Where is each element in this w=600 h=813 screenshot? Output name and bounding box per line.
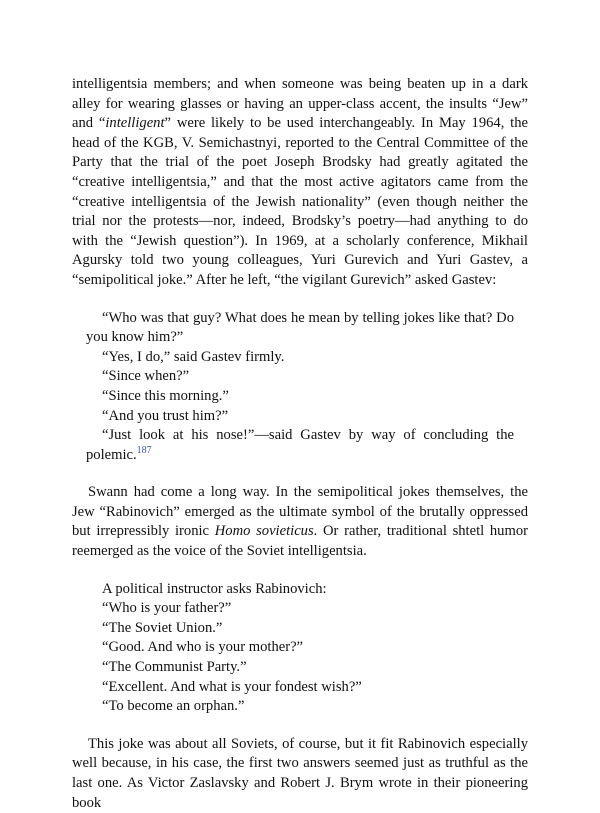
paragraph-2-text-b: . Or rather, traditional shtetl humor reemerged as the voice of the Soviet intelligentsia.	[72, 523, 528, 560]
quote-line: “Yes, I do,” said Gastev firmly.	[102, 348, 285, 365]
quote-line: “Who is your father?”	[102, 600, 232, 617]
quote-line: A political instructor asks Rabinovich:	[102, 580, 327, 597]
paragraph-1	[72, 75, 528, 291]
footnote-link-187[interactable]: 187	[136, 444, 152, 456]
quote-line: “Excellent. And what is your fondest wish?”	[102, 678, 362, 695]
quote-line-text: “Just look at his nose!”—said Gastev by way of concluding the polemic.	[86, 427, 514, 463]
block-quote-dialogue	[86, 309, 514, 466]
quote-line: “The Communist Party.”	[102, 659, 247, 676]
quote-line: “To become an orphan.”	[102, 698, 245, 715]
block-quote-joke	[86, 580, 514, 717]
paragraph-1-text-a: intelligentsia members; and when someone was being beaten up in a dark alley for wearing glasses or having an upper-class accent, the insults “Jew” and “	[72, 76, 528, 132]
document-page	[72, 75, 528, 813]
quote-line-last	[86, 426, 514, 465]
quote-line: “The Soviet Union.”	[102, 619, 223, 636]
paragraph-2-text-a: Swann had come a long way. In the semipolitical jokes themselves, the Jew “Rabinovich” emerged as the ultimate symbol of the brutally oppressed but irrepressibly ironic	[72, 484, 528, 540]
quote-line: “Since when?”	[102, 368, 190, 385]
paragraph-1-text-b: ” were likely to be used interchangeably. In May 1964, the head of the KGB, V. Semichastnyi, reported to the Central Committee of the Party that the trial of the poet Joseph Brodsky had greatly agitated the “creative intelligentsia,” and that the most active agitators came from the “creative intelligentsia of the Jewish nationality” (even though neither the trial nor the protests—nor, indeed, Brodsky’s poetry—had anything to do with the “Jewish question”). In 1969, at a scholarly conference, Mikhail Agursky told two young colleagues, Yuri Gurevich and Yuri Gastev, a “semipolitical joke.” After he left, “the vigilant Gurevich” asked Gastev:	[72, 115, 528, 288]
quote-line: “Who was that guy? What does he mean by telling jokes like that? Do you know him?”	[86, 309, 514, 346]
quote-line: “Good. And who is your mother?”	[102, 639, 304, 656]
paragraph-2-italic-homo-sovieticus: Homo sovieticus	[214, 523, 314, 540]
paragraph-2	[72, 483, 528, 561]
quote-line: “And you trust him?”	[102, 407, 229, 424]
paragraph-1-italic-intelligent: intelligent	[105, 115, 165, 132]
quote-line: “Since this morning.”	[102, 387, 229, 404]
paragraph-3: This joke was about all Soviets, of course, but it fit Rabinovich especially well because, in his case, the first two answers seemed just as truthful as the last one. As Victor Zaslavsky and Robert J. Brym wrote in their pioneering book	[72, 735, 528, 811]
